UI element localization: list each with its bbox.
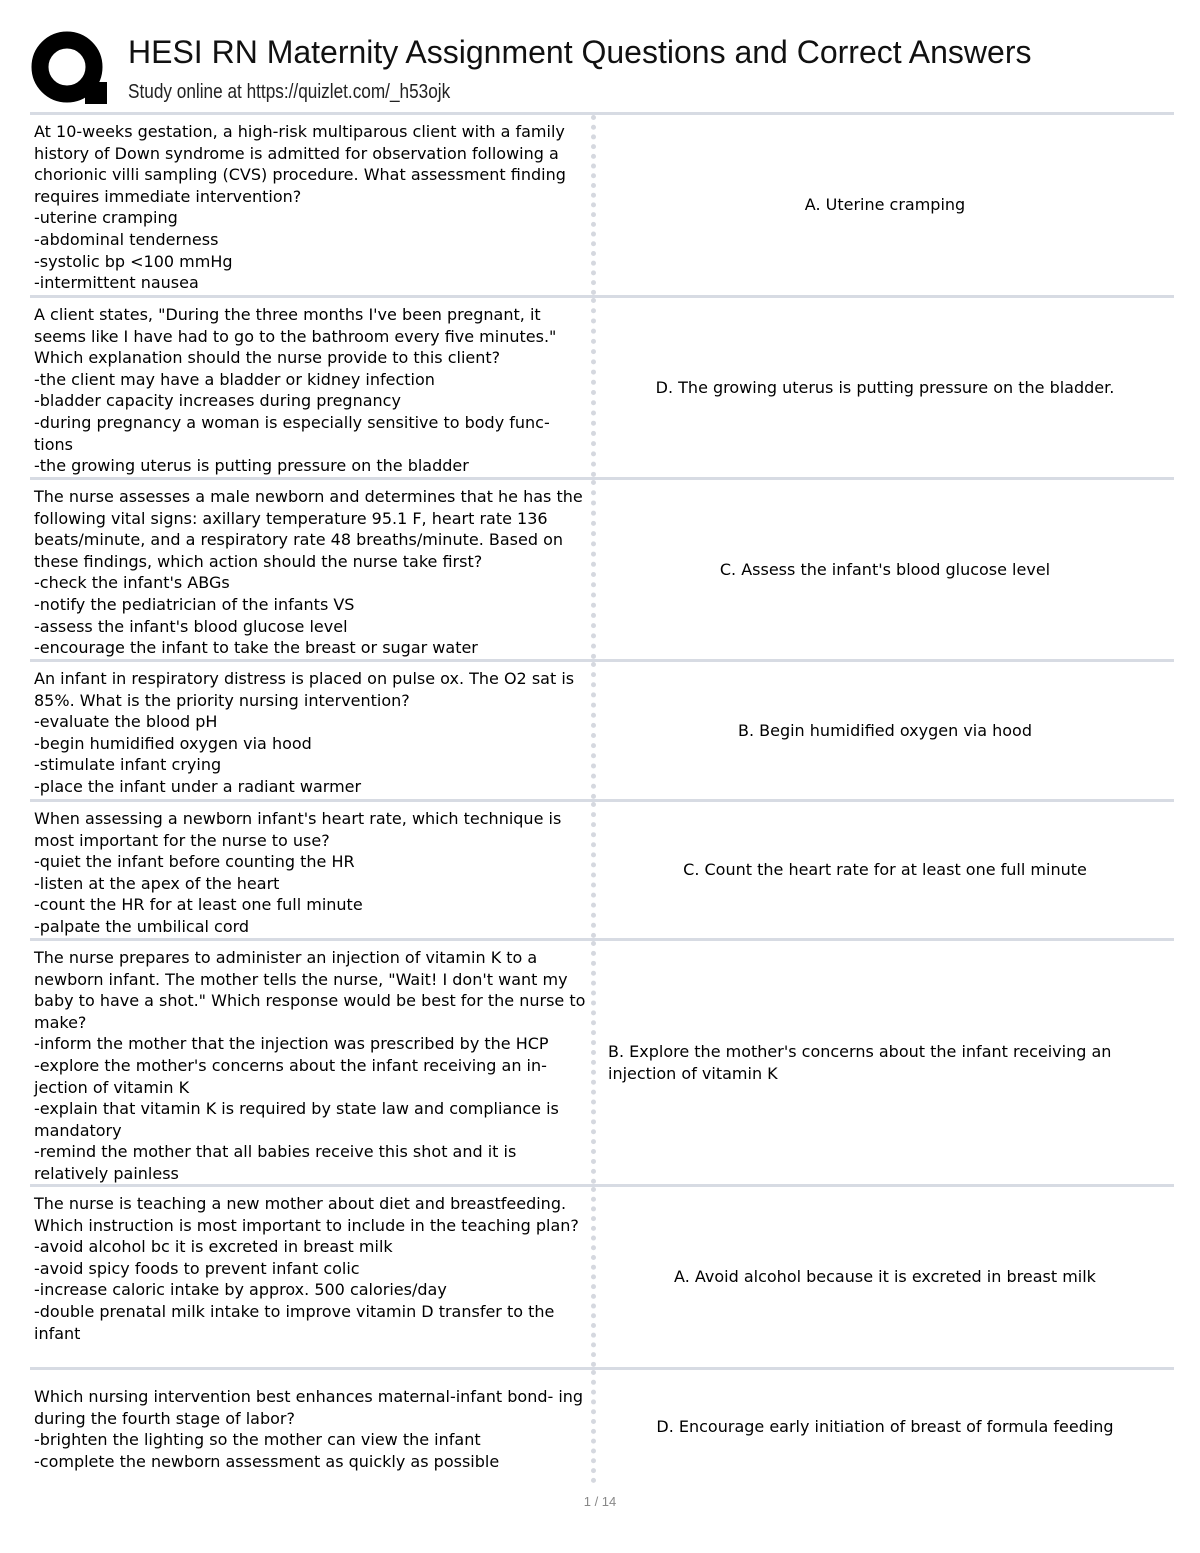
card-answer: D. Encourage early initiation of breast of formula feeding [656, 1416, 1114, 1436]
page-title: HESI RN Maternity Assignment Questions and Correct Answers [128, 34, 1032, 70]
card-question: The nurse assesses a male newborn and determines that he has the following vital signs: axillary temperature 95.1 F, heart rate 136 beats/minute, and a respiratory rate 48 breaths/minute. Based on these findings, which action should the nurse take first? -check the infant's ABGs -notify the pediatrician of the infants VS -assess the infant's blood glucose level -encourage the infant to take the breast or sugar water [30, 480, 596, 659]
card-row [30, 295, 1174, 477]
card-row [30, 799, 1174, 938]
card-answer: B. Explore the mother's concerns about the infant receiving an injection of vitamin K [608, 1041, 1112, 1083]
card-question: The nurse prepares to administer an injection of vitamin K to a newborn infant. The mother tells the nurse, "Wait! I don't want my baby to have a shot." Which response would be best for the nurse to make? -inform the mother that the injection was prescribed by the HCP -explore the mother's concerns about the infant receiving an in- jection of vitamin K -explain that vitamin K is required by state law and compliance is mandatory -remind the mother that all babies receive this shot and it is relatively painless [30, 941, 596, 1184]
card-question: When assessing a newborn infant's heart rate, which technique is most important for the nurse to use? -quiet the infant before counting the HR -listen at the apex of the heart -count the HR for at least one full minute -palpate the umbilical cord [30, 802, 596, 938]
quizlet-logo-icon [30, 30, 108, 106]
card-answer: C. Assess the infant's blood glucose level [719, 559, 1051, 579]
card-question: A client states, "During the three months I've been pregnant, it seems like I have had to go to the bathroom every five minutes." Which explanation should the nurse provide to this client? -the client may have a bladder or kidney infection -bladder capacity increases during pregnancy -during pregnancy a woman is especially sensitive to body func- tions -the growing uterus is putting pressure on the bladder [30, 298, 596, 477]
card-answer: B. Begin humidified oxygen via hood [737, 720, 1032, 740]
card-question: Which nursing intervention best enhances maternal-infant bond- ing during the fourth stage of labor? -brighten the lighting so the mother can view the infant -complete the newborn assessment as quickly as possible [30, 1370, 596, 1483]
card-question: The nurse is teaching a new mother about diet and breastfeeding. Which instruction is most important to include in the teaching plan? -avoid alcohol bc it is excreted in breast milk -avoid spicy foods to prevent infant colic -increase caloric intake by approx. 500 calories/day -double prenatal milk intake to improve vitamin D transfer to the infant [30, 1187, 596, 1367]
card-answer: D. The growing uterus is putting pressure on the bladder. [655, 377, 1115, 397]
card-row [30, 659, 1174, 799]
card-question: At 10-weeks gestation, a high-risk multiparous client with a family history of Down syndrome is admitted for observation following a chorionic villi sampling (CVS) procedure. What assessment finding requires immediate intervention? -uterine cramping -abdominal tenderness -systolic bp <100 mmHg -intermittent nausea [30, 115, 596, 295]
card-row [30, 1367, 1174, 1483]
card-row [30, 477, 1174, 659]
card-answer: A. Uterine cramping [804, 195, 966, 214]
flashcard-table [30, 112, 1174, 1483]
page-number: 1 / 14 [583, 1494, 617, 1509]
study-online-link[interactable]: Study online at https://quizlet.com/_h53ojk [128, 81, 451, 103]
card-answer: A. Avoid alcohol because it is excreted in breast milk [674, 1267, 1096, 1286]
card-row [30, 938, 1174, 1184]
card-question: An infant in respiratory distress is placed on pulse ox. The O2 sat is 85%. What is the priority nursing intervention? -evaluate the blood pH -begin humidified oxygen via hood -stimulate infant crying -place the infant under a radiant warmer [30, 662, 596, 799]
card-row [30, 112, 1174, 295]
card-row [30, 1184, 1174, 1367]
card-answer: C. Count the heart rate for at least one full minute [683, 860, 1087, 879]
